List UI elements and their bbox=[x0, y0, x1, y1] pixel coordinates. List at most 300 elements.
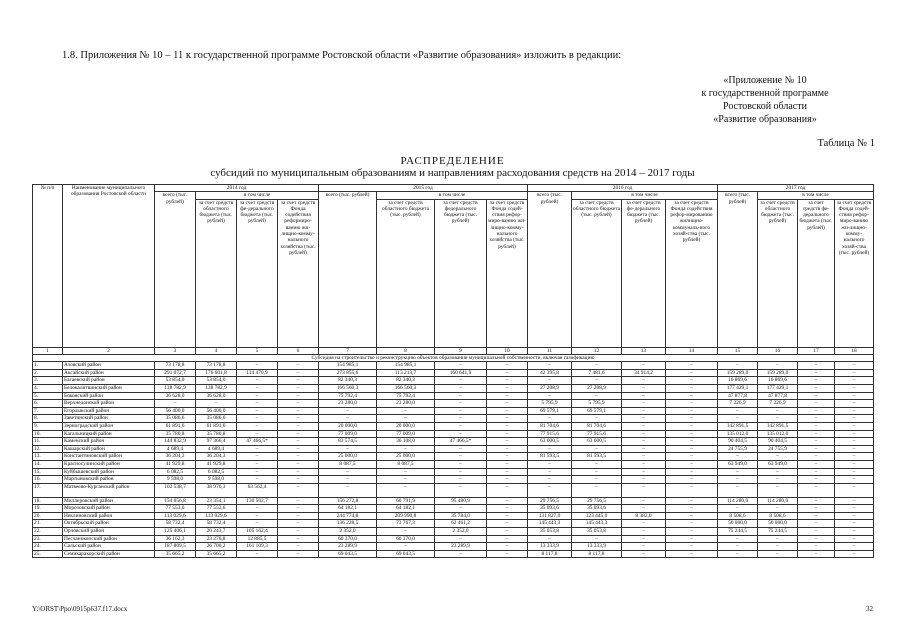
table-cell: – bbox=[377, 528, 435, 536]
table-cell: 177 429,1 bbox=[718, 384, 758, 392]
table-cell: – bbox=[666, 407, 718, 415]
table-cell: – bbox=[377, 543, 435, 551]
table-cell: – bbox=[487, 392, 528, 400]
table-cell: 64 182,1 bbox=[377, 505, 435, 513]
table-cell: – bbox=[798, 505, 835, 513]
header-incl: в том числе bbox=[196, 192, 319, 199]
table-cell: – bbox=[835, 512, 874, 520]
table-row bbox=[33, 422, 874, 430]
header-source: за счет средств Фонда содействия реформиро-ванию жи-лищно-комму-нального хозяйства (тыс. рублей) bbox=[278, 199, 319, 347]
table-cell: 69 043,5 bbox=[377, 550, 435, 558]
table-cell: – bbox=[278, 384, 319, 392]
table-cell: – bbox=[622, 415, 666, 423]
table-cell: 24 755,9 bbox=[758, 445, 798, 453]
table-cell: 83 574,5 bbox=[319, 438, 377, 446]
table-cell: 69 579,1 bbox=[572, 407, 622, 415]
municipality-name: Кашарский район bbox=[63, 445, 155, 453]
table-row bbox=[33, 520, 874, 528]
table-cell: 8 117,8 bbox=[528, 550, 572, 558]
table-cell: – bbox=[435, 468, 487, 476]
appendix-line: к государственной программе bbox=[701, 88, 829, 99]
table-cell: – bbox=[487, 543, 528, 551]
table-cell: – bbox=[572, 535, 622, 543]
table-cell: – bbox=[435, 415, 487, 423]
table-cell: 36 204,3 bbox=[155, 453, 196, 461]
row-number: 20. bbox=[33, 512, 63, 520]
table-cell: – bbox=[666, 400, 718, 408]
table-cell: 63 949,0 bbox=[718, 460, 758, 468]
table-cell: – bbox=[196, 400, 237, 408]
municipality-name: Матвеево-Курганский район bbox=[63, 483, 155, 497]
table-cell: 60 370,0 bbox=[377, 535, 435, 543]
table-cell: 69 579,1 bbox=[528, 407, 572, 415]
table-cell: – bbox=[487, 505, 528, 513]
document-title bbox=[0, 155, 905, 179]
table-cell: – bbox=[528, 483, 572, 497]
table-cell: 145 443,3 bbox=[528, 520, 572, 528]
column-number: 4 bbox=[196, 347, 237, 354]
table-cell: 69 043,5 bbox=[319, 550, 377, 558]
header-total: всего (тыс. рублей) bbox=[155, 192, 196, 347]
table-cell: 82 340,3 bbox=[319, 377, 377, 385]
table-cell: – bbox=[278, 422, 319, 430]
table-cell: 63 949,0 bbox=[758, 460, 798, 468]
table-cell: 25 000,0 bbox=[319, 453, 377, 461]
table-cell: – bbox=[278, 468, 319, 476]
header-year-2014: 2014 год bbox=[155, 185, 319, 192]
table-cell: 176 601,8 bbox=[196, 369, 237, 377]
table-cell: – bbox=[237, 392, 278, 400]
row-number: 3. bbox=[33, 377, 63, 385]
table-cell: 90 404,5 bbox=[718, 438, 758, 446]
table-cell: – bbox=[487, 362, 528, 370]
table-cell: – bbox=[666, 460, 718, 468]
row-number: 16. bbox=[33, 476, 63, 484]
table-cell: – bbox=[798, 497, 835, 505]
table-cell: 138 782,9 bbox=[155, 384, 196, 392]
table-cell: 166 560,3 bbox=[319, 384, 377, 392]
municipality-name: Аксайский район bbox=[63, 369, 155, 377]
table-cell: 142 891,5 bbox=[758, 422, 798, 430]
table-cell: – bbox=[798, 535, 835, 543]
table-cell: 60 791,9 bbox=[377, 497, 435, 505]
table-cell: – bbox=[798, 476, 835, 484]
table-cell: – bbox=[528, 460, 572, 468]
table-cell: – bbox=[622, 438, 666, 446]
table-cell: 177 429,1 bbox=[758, 384, 798, 392]
header-source: за счет средств областного бюджета (тыс. рублей) bbox=[758, 199, 798, 347]
table-cell: – bbox=[278, 430, 319, 438]
table-cell: – bbox=[622, 377, 666, 385]
table-cell: – bbox=[572, 415, 622, 423]
table-cell: 5 795,9 bbox=[528, 400, 572, 408]
table-cell: 35 093,6 bbox=[572, 505, 622, 513]
table-cell: – bbox=[319, 483, 377, 497]
table-row bbox=[33, 369, 874, 377]
table-row bbox=[33, 400, 874, 408]
table-cell: 7 481,6 bbox=[572, 369, 622, 377]
table-cell: – bbox=[487, 445, 528, 453]
table-cell: – bbox=[798, 415, 835, 423]
table-cell: 29 756,5 bbox=[528, 497, 572, 505]
table-cell: 61 891,6 bbox=[155, 422, 196, 430]
table-cell: – bbox=[798, 543, 835, 551]
table-row bbox=[33, 445, 874, 453]
table-cell: 58 732,4 bbox=[196, 520, 237, 528]
table-cell: 35 093,6 bbox=[528, 505, 572, 513]
column-number: 16 bbox=[758, 347, 798, 354]
table-cell: 20 000,0 bbox=[319, 422, 377, 430]
table-cell: – bbox=[487, 528, 528, 536]
table-cell: – bbox=[572, 483, 622, 497]
table-cell: 135 012,0 bbox=[718, 430, 758, 438]
table-cell: – bbox=[622, 543, 666, 551]
table-cell: – bbox=[487, 483, 528, 497]
table-cell: – bbox=[572, 476, 622, 484]
table-cell: – bbox=[377, 445, 435, 453]
table-cell: 64 182,1 bbox=[319, 505, 377, 513]
table-cell: – bbox=[622, 430, 666, 438]
table-cell: 123 445,0 bbox=[572, 512, 622, 520]
table-row bbox=[33, 453, 874, 461]
table-cell: – bbox=[835, 460, 874, 468]
table-cell: 27 208,9 bbox=[528, 384, 572, 392]
table-cell: 16 869,6 bbox=[758, 377, 798, 385]
table-cell: – bbox=[237, 362, 278, 370]
table-cell: 23 276,8 bbox=[196, 535, 237, 543]
header-source: за счет средств Фонда содействия рефор-мированию жилищно-коммуналь-ного хозяй-ства (тыс. рублей) bbox=[666, 199, 718, 347]
table-cell: – bbox=[666, 497, 718, 505]
row-number: 13. bbox=[33, 453, 63, 461]
row-number: 18. bbox=[33, 497, 63, 505]
row-number: 14. bbox=[33, 460, 63, 468]
row-number: 17. bbox=[33, 483, 63, 497]
title-main: РАСПРЕДЕЛЕНИЕ bbox=[400, 155, 505, 167]
table-cell: 73 178,8 bbox=[155, 362, 196, 370]
table-cell: 8 087,5 bbox=[377, 460, 435, 468]
table-cell: 35 665,2 bbox=[155, 550, 196, 558]
table-cell: – bbox=[798, 392, 835, 400]
table-row bbox=[33, 505, 874, 513]
table-cell: – bbox=[487, 438, 528, 446]
table-cell: 8 508,6 bbox=[758, 512, 798, 520]
table-cell: – bbox=[798, 430, 835, 438]
section-title: Субсидия на строительство и реконструкцию объектов образования муниципальной собственности, включая газификацию bbox=[33, 354, 874, 361]
table-cell: – bbox=[572, 377, 622, 385]
table-cell: – bbox=[835, 377, 874, 385]
table-cell: – bbox=[622, 468, 666, 476]
table-cell: – bbox=[622, 550, 666, 558]
table-cell: – bbox=[278, 512, 319, 520]
table-cell: – bbox=[572, 445, 622, 453]
table-cell: 113 213,7 bbox=[377, 369, 435, 377]
table-cell: – bbox=[798, 512, 835, 520]
table-cell: – bbox=[835, 468, 874, 476]
table-cell: 161 109,3 bbox=[237, 543, 278, 551]
table-cell: – bbox=[666, 438, 718, 446]
table-cell: – bbox=[666, 369, 718, 377]
row-number: 12. bbox=[33, 445, 63, 453]
header-source: за счет средств фе-дерального бюджета (тыс. рублей) bbox=[622, 199, 666, 347]
header-source: за счет средств областного бюджета (тыс. рублей) bbox=[196, 199, 237, 347]
table-cell: – bbox=[487, 520, 528, 528]
table-cell: – bbox=[435, 483, 487, 497]
table-cell: – bbox=[835, 497, 874, 505]
table-cell: 47 877,8 bbox=[718, 392, 758, 400]
table-cell: 58 732,4 bbox=[155, 520, 196, 528]
table-cell: 53 854,0 bbox=[155, 377, 196, 385]
column-number: 11 bbox=[528, 347, 572, 354]
header-incl: в том числе bbox=[572, 192, 718, 199]
table-cell: 166 560,3 bbox=[377, 384, 435, 392]
table-cell: – bbox=[622, 535, 666, 543]
table-cell: 75 792,4 bbox=[377, 392, 435, 400]
table-row bbox=[33, 430, 874, 438]
table-cell: – bbox=[237, 430, 278, 438]
table-cell: – bbox=[835, 400, 874, 408]
table-cell: – bbox=[798, 483, 835, 497]
table-cell: 35 780,8 bbox=[155, 430, 196, 438]
table-cell: 20 000,0 bbox=[377, 422, 435, 430]
table-cell: – bbox=[835, 528, 874, 536]
table-cell: – bbox=[758, 407, 798, 415]
table-cell: 25 000,0 bbox=[377, 453, 435, 461]
table-cell: – bbox=[666, 543, 718, 551]
table-cell: 77 915,6 bbox=[528, 430, 572, 438]
table-cell: – bbox=[798, 445, 835, 453]
table-cell: – bbox=[758, 362, 798, 370]
table-cell: – bbox=[377, 468, 435, 476]
table-cell: – bbox=[666, 453, 718, 461]
table-cell: – bbox=[798, 369, 835, 377]
table-cell: 23 354,1 bbox=[196, 497, 237, 505]
table-cell: – bbox=[435, 453, 487, 461]
row-number: 22. bbox=[33, 528, 63, 536]
table-cell: – bbox=[278, 369, 319, 377]
table-row bbox=[33, 384, 874, 392]
table-cell: – bbox=[487, 369, 528, 377]
row-number: 2. bbox=[33, 369, 63, 377]
table-cell: 35 784,0 bbox=[435, 512, 487, 520]
table-cell: – bbox=[528, 468, 572, 476]
table-cell: – bbox=[798, 422, 835, 430]
table-cell: – bbox=[278, 460, 319, 468]
table-cell: – bbox=[487, 460, 528, 468]
table-cell: – bbox=[622, 445, 666, 453]
table-cell: 95 480,9 bbox=[435, 497, 487, 505]
table-cell: – bbox=[835, 415, 874, 423]
table-cell: – bbox=[237, 422, 278, 430]
table-cell: – bbox=[718, 468, 758, 476]
table-cell: 125 406,1 bbox=[155, 528, 196, 536]
table-cell: – bbox=[622, 392, 666, 400]
table-cell: – bbox=[278, 483, 319, 497]
column-number: 6 bbox=[278, 347, 319, 354]
header-year-2016: 2016 год bbox=[528, 185, 718, 192]
row-number: 4. bbox=[33, 384, 63, 392]
row-number: 15. bbox=[33, 468, 63, 476]
table-cell: 187 809,5 bbox=[155, 543, 196, 551]
municipality-name: Октябрьский район bbox=[63, 520, 155, 528]
table-cell: – bbox=[528, 377, 572, 385]
table-cell: 113 029,6 bbox=[155, 512, 196, 520]
appendix-line: Ростовской области bbox=[723, 101, 807, 112]
table-cell: – bbox=[835, 550, 874, 558]
table-cell: – bbox=[622, 453, 666, 461]
table-cell: 97 366,4 bbox=[196, 438, 237, 446]
table-cell: – bbox=[666, 362, 718, 370]
table-cell: – bbox=[435, 407, 487, 415]
table-cell: – bbox=[622, 520, 666, 528]
table-cell: – bbox=[835, 520, 874, 528]
table-cell: – bbox=[487, 535, 528, 543]
municipality-name: Азовский район bbox=[63, 362, 155, 370]
table-cell: – bbox=[487, 497, 528, 505]
table-cell: – bbox=[435, 460, 487, 468]
table-cell: – bbox=[835, 438, 874, 446]
table-cell: – bbox=[718, 543, 758, 551]
table-cell: – bbox=[835, 535, 874, 543]
table-cell: 90 404,5 bbox=[758, 438, 798, 446]
table-cell: – bbox=[319, 476, 377, 484]
table-cell: 273 855,6 bbox=[319, 369, 377, 377]
table-cell: 53 854,0 bbox=[196, 377, 237, 385]
table-cell: – bbox=[278, 550, 319, 558]
table-cell: – bbox=[835, 453, 874, 461]
table-row bbox=[33, 468, 874, 476]
table-cell: – bbox=[377, 407, 435, 415]
table-cell: – bbox=[718, 483, 758, 497]
table-cell: – bbox=[798, 550, 835, 558]
table-cell: – bbox=[758, 453, 798, 461]
table-cell: – bbox=[435, 550, 487, 558]
table-cell: 82 340,3 bbox=[377, 377, 435, 385]
header-total: всего (тыс. рублей) bbox=[319, 192, 377, 347]
table-cell: – bbox=[798, 438, 835, 446]
table-cell: 77 915,6 bbox=[572, 430, 622, 438]
table-cell: – bbox=[237, 468, 278, 476]
table-cell: 142 891,5 bbox=[718, 422, 758, 430]
table-cell: – bbox=[319, 415, 377, 423]
table-cell: – bbox=[435, 400, 487, 408]
table-cell: – bbox=[666, 512, 718, 520]
table-cell: – bbox=[666, 483, 718, 497]
table-cell: – bbox=[487, 384, 528, 392]
table-cell: – bbox=[718, 550, 758, 558]
municipality-name: Куйбышевский район bbox=[63, 468, 155, 476]
table-cell: – bbox=[798, 407, 835, 415]
table-cell: – bbox=[622, 528, 666, 536]
table-row bbox=[33, 460, 874, 468]
table-cell: 160 641,9 bbox=[435, 369, 487, 377]
row-number: 25. bbox=[33, 550, 63, 558]
table-cell: – bbox=[835, 483, 874, 497]
table-cell: – bbox=[622, 497, 666, 505]
table-cell: – bbox=[435, 392, 487, 400]
column-number: 15 bbox=[718, 347, 758, 354]
table-cell: – bbox=[278, 415, 319, 423]
header-source: за счет средств фе-дерального бюджета (тыс. рублей) bbox=[237, 199, 278, 347]
table-cell: – bbox=[278, 453, 319, 461]
table-cell: 2 352,0 bbox=[319, 528, 377, 536]
table-cell: 130 502,7 bbox=[237, 497, 278, 505]
table-cell: 36 108,0 bbox=[377, 438, 435, 446]
table-cell: 77 009,0 bbox=[377, 430, 435, 438]
table-cell: – bbox=[278, 476, 319, 484]
table-cell: 291 072,7 bbox=[155, 369, 196, 377]
table-cell: – bbox=[798, 453, 835, 461]
column-number: 1 bbox=[33, 347, 63, 354]
table-cell: 81 704,6 bbox=[572, 422, 622, 430]
table-cell: – bbox=[278, 362, 319, 370]
table-cell: – bbox=[798, 468, 835, 476]
table-cell: 138 782,9 bbox=[196, 384, 237, 392]
table-cell: – bbox=[487, 407, 528, 415]
municipality-name: Константиновский район bbox=[63, 453, 155, 461]
table-cell: 47 466,5* bbox=[435, 438, 487, 446]
table-cell: – bbox=[377, 483, 435, 497]
table-cell: 35 665,2 bbox=[196, 550, 237, 558]
table-cell: 24 755,9 bbox=[718, 445, 758, 453]
table-cell: – bbox=[835, 445, 874, 453]
table-cell: – bbox=[435, 362, 487, 370]
table-cell: – bbox=[572, 460, 622, 468]
table-cell: – bbox=[278, 528, 319, 536]
column-number: 10 bbox=[487, 347, 528, 354]
header-source: за счет средств Фонда содей-ствия рефор-миро-ванию жи-лищно-комму-нального хозяйства (тыс. рублей) bbox=[487, 199, 528, 347]
header-year-2017: 2017 год bbox=[718, 185, 874, 192]
table-cell: 8 508,6 bbox=[718, 512, 758, 520]
table-cell: – bbox=[237, 400, 278, 408]
table-row bbox=[33, 377, 874, 385]
table-cell: – bbox=[278, 407, 319, 415]
column-number: 18 bbox=[835, 347, 874, 354]
table-cell: – bbox=[435, 535, 487, 543]
table-cell: – bbox=[622, 407, 666, 415]
table-cell: – bbox=[666, 520, 718, 528]
table-cell: 35 053,8 bbox=[572, 528, 622, 536]
table-cell: – bbox=[798, 528, 835, 536]
table-cell: – bbox=[666, 422, 718, 430]
table-cell: – bbox=[377, 476, 435, 484]
table-cell: – bbox=[435, 445, 487, 453]
table-cell: – bbox=[278, 400, 319, 408]
table-cell: – bbox=[835, 392, 874, 400]
table-cell: 73 178,8 bbox=[196, 362, 237, 370]
header-row-incl bbox=[33, 192, 874, 199]
table-row bbox=[33, 483, 874, 497]
table-cell: – bbox=[835, 384, 874, 392]
table-cell: 56 400,0 bbox=[155, 407, 196, 415]
municipality-name: Каменский район bbox=[63, 438, 155, 446]
table-cell: – bbox=[798, 520, 835, 528]
table-cell: 23 289,9 bbox=[319, 543, 377, 551]
table-cell: 7 226,9 bbox=[718, 400, 758, 408]
municipality-name: Песчанокопский район bbox=[63, 535, 155, 543]
table-cell: 41 929,8 bbox=[196, 460, 237, 468]
table-cell: – bbox=[487, 415, 528, 423]
table-cell: 36 628,0 bbox=[155, 392, 196, 400]
table-cell: – bbox=[798, 362, 835, 370]
municipality-name: Мартыновский район bbox=[63, 476, 155, 484]
table-cell: – bbox=[666, 392, 718, 400]
table-cell: 50 000,0 bbox=[758, 520, 798, 528]
header-row-years bbox=[33, 185, 874, 192]
header-source: за счет средств федерального бюджета (тыс. рублей) bbox=[435, 199, 487, 347]
table-cell: – bbox=[278, 445, 319, 453]
table-cell: 209 990,8 bbox=[377, 512, 435, 520]
header-source: за счет средств Фонда содей-ствия рефор-миро-ванию жи-лищно-комму-нального хозяй-ства (тыс. рублей) bbox=[835, 199, 874, 347]
